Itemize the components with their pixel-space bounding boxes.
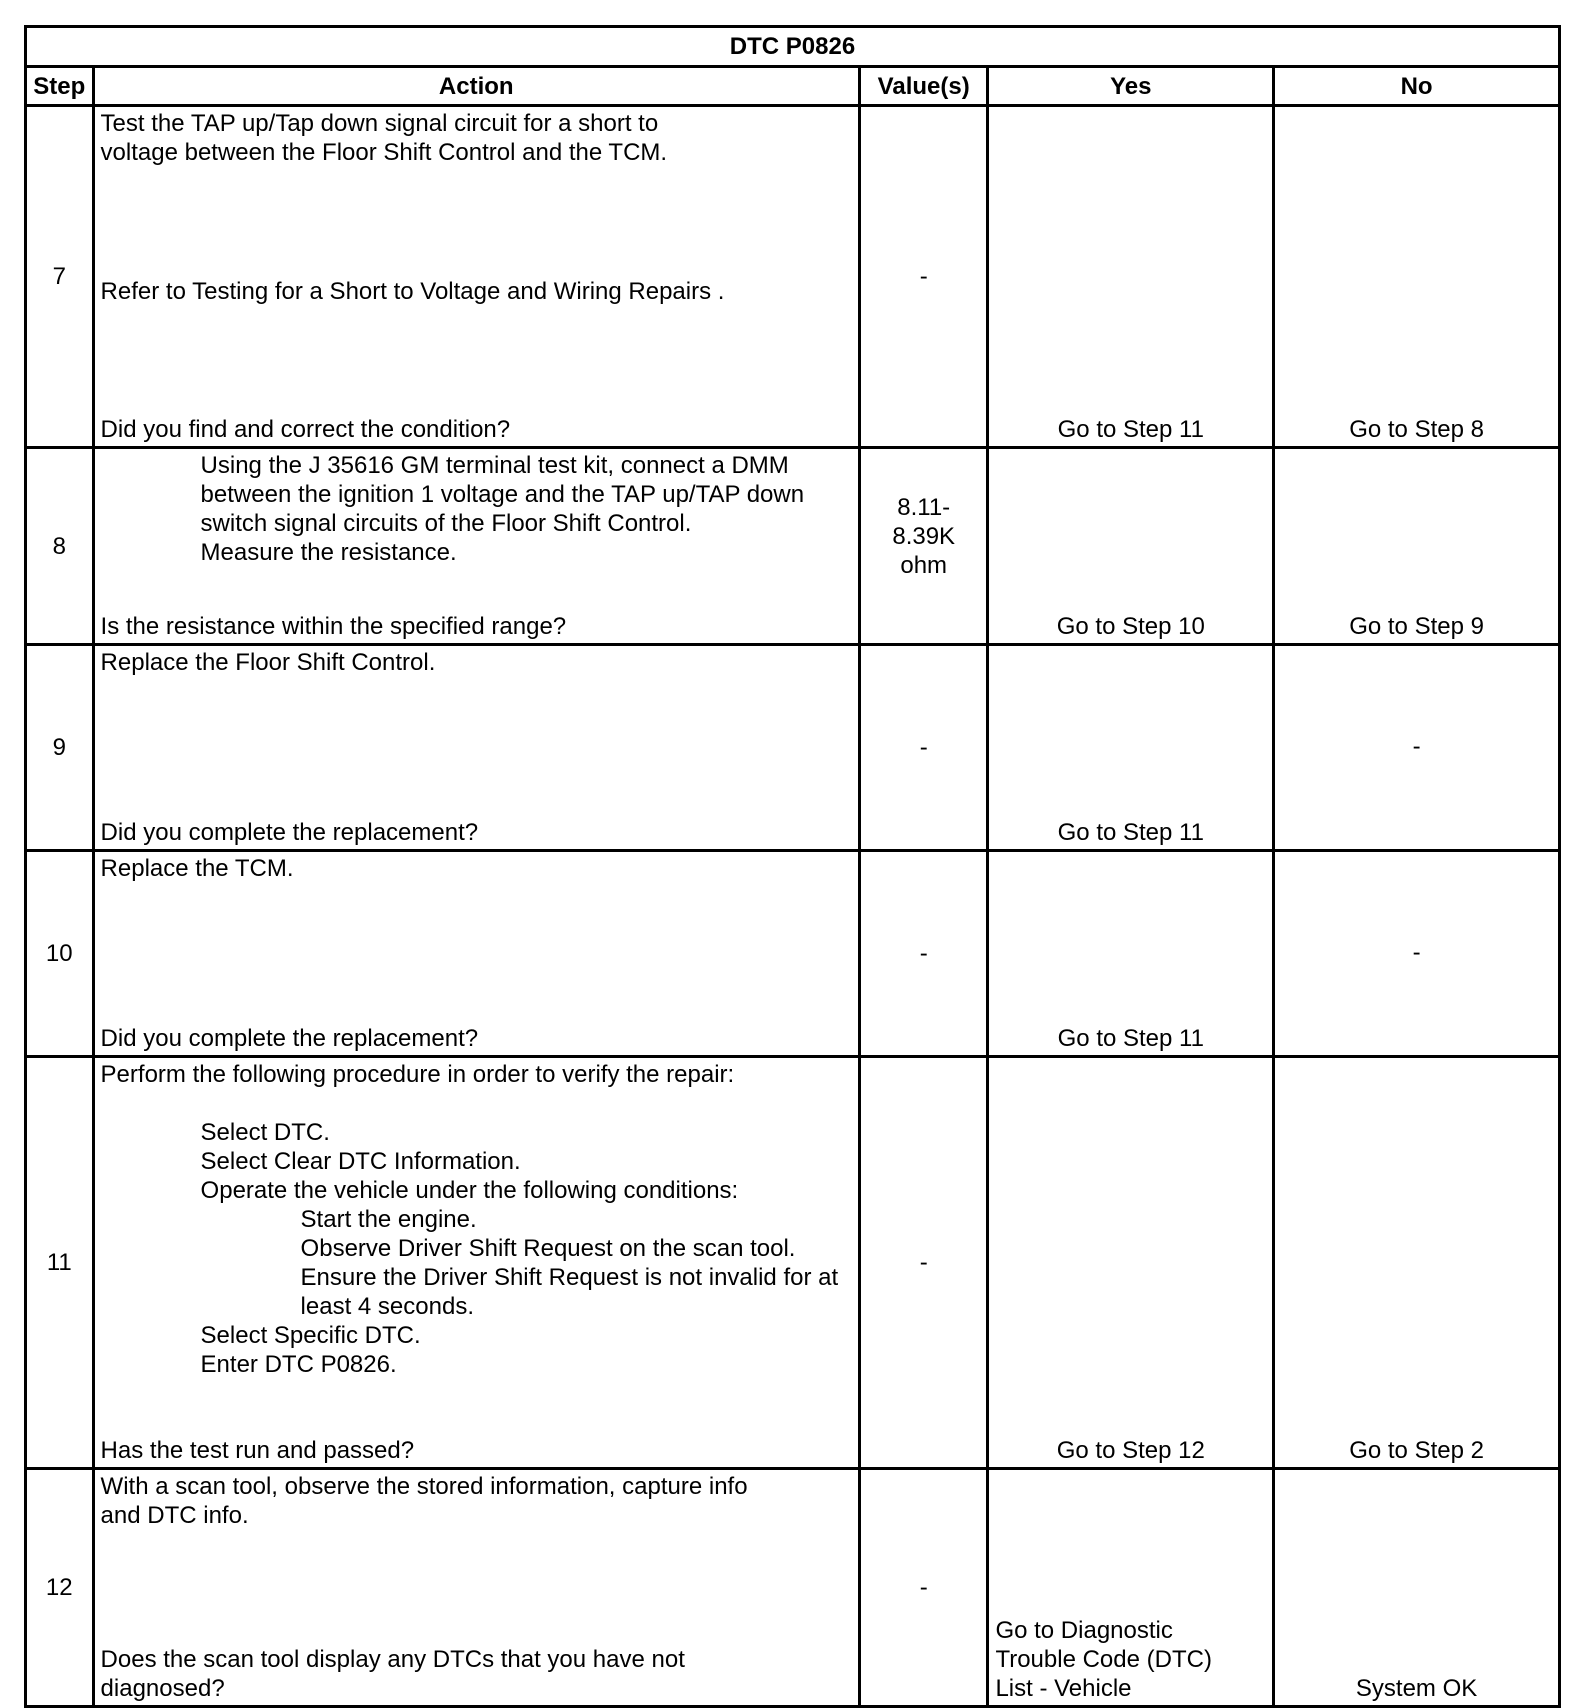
table-title: DTC P0826 [26,27,1560,67]
list-item: Enter DTC P0826. [200,1351,397,1379]
table-row [26,1057,1560,1468]
yes-cell: Go to Step 11 [988,106,1274,448]
value-cell: - [859,106,987,448]
table-row [26,448,1560,644]
action-text: Replace the Floor Shift Control. [100,648,436,676]
step-number: 8 [26,448,94,644]
header-yes: Yes [988,66,1274,106]
list-item: Measure the resistance. [200,539,457,567]
action-cell [93,1057,859,1468]
action-cell [93,106,859,448]
no-cell: - [1274,644,1560,850]
list-item: Select DTC. [200,1119,330,1147]
action-question: Has the test run and passed? [100,1436,415,1464]
sub-list-item: Start the engine. [300,1206,477,1234]
step-number: 9 [26,644,94,850]
action-question: Did you find and correct the condition? [100,416,511,444]
table-row [26,106,1560,448]
no-cell: Go to Step 8 [1274,106,1560,448]
action-question: Is the resistance within the specified range? [100,612,567,640]
action-text: Test the TAP up/Tap down signal circuit for a short to voltage between the Floor Shift Control and the TCM. [100,110,668,167]
list-item: Select Clear DTC Information. [200,1148,521,1176]
yes-link-text: Go to Diagnostic Trouble Code (DTC) List - Vehicle [995,1617,1212,1702]
action-cell [93,448,859,644]
list-item: Using the J 35616 GM terminal test kit, connect a DMM between the ignition 1 voltage and the TAP up/TAP down switch signal circuits of the Floor Shift Control. [200,452,805,538]
yes-cell: Go to Step 12 [988,1057,1274,1468]
yes-cell: Go to Step 11 [988,850,1274,1056]
header-values: Value(s) [859,66,987,106]
step-number: 11 [26,1057,94,1468]
action-cell [93,850,859,1056]
yes-cell: Go to Step 11 [988,644,1274,850]
no-cell: Go to Step 9 [1274,448,1560,644]
no-cell: Go to Step 2 [1274,1057,1560,1468]
action-question: Did you complete the replacement? [100,1025,479,1053]
value-cell: - [859,1057,987,1468]
header-action: Action [93,66,859,106]
yes-cell [988,1468,1274,1706]
action-text: Replace the TCM. [100,854,294,882]
value-cell: - [859,1468,987,1706]
header-step: Step [26,66,94,106]
no-cell: System OK [1274,1468,1560,1706]
action-text: Perform the following procedure in order to verify the repair: [100,1061,735,1089]
dtc-table [24,25,1561,1708]
list-item: Operate the vehicle under the following conditions: [200,1177,739,1205]
action-text: With a scan tool, observe the stored information, capture info and DTC info. [100,1472,748,1529]
sub-list-item: Ensure the Driver Shift Request is not invalid for at least 4 seconds. [300,1264,839,1321]
action-cell [93,644,859,850]
yes-cell: Go to Step 10 [988,448,1274,644]
step-number: 12 [26,1468,94,1706]
action-cell [93,1468,859,1706]
no-cell: - [1274,850,1560,1056]
step-number: 7 [26,106,94,448]
table-row [26,1468,1560,1706]
value-cell [859,448,987,644]
action-text: Refer to Testing for a Short to Voltage and Wiring Repairs . [100,277,725,305]
value-cell: - [859,644,987,850]
table-row [26,644,1560,850]
header-no: No [1274,66,1560,106]
step-number: 10 [26,850,94,1056]
value-cell: - [859,850,987,1056]
action-question: Did you complete the replacement? [100,818,479,846]
list-item: Select Specific DTC. [200,1322,421,1350]
value-text: 8.11-8.39K ohm [892,493,956,579]
table-row [26,850,1560,1056]
sub-list-item: Observe Driver Shift Request on the scan tool. [300,1235,796,1263]
action-question: Does the scan tool display any DTCs that you have not diagnosed? [100,1646,685,1702]
